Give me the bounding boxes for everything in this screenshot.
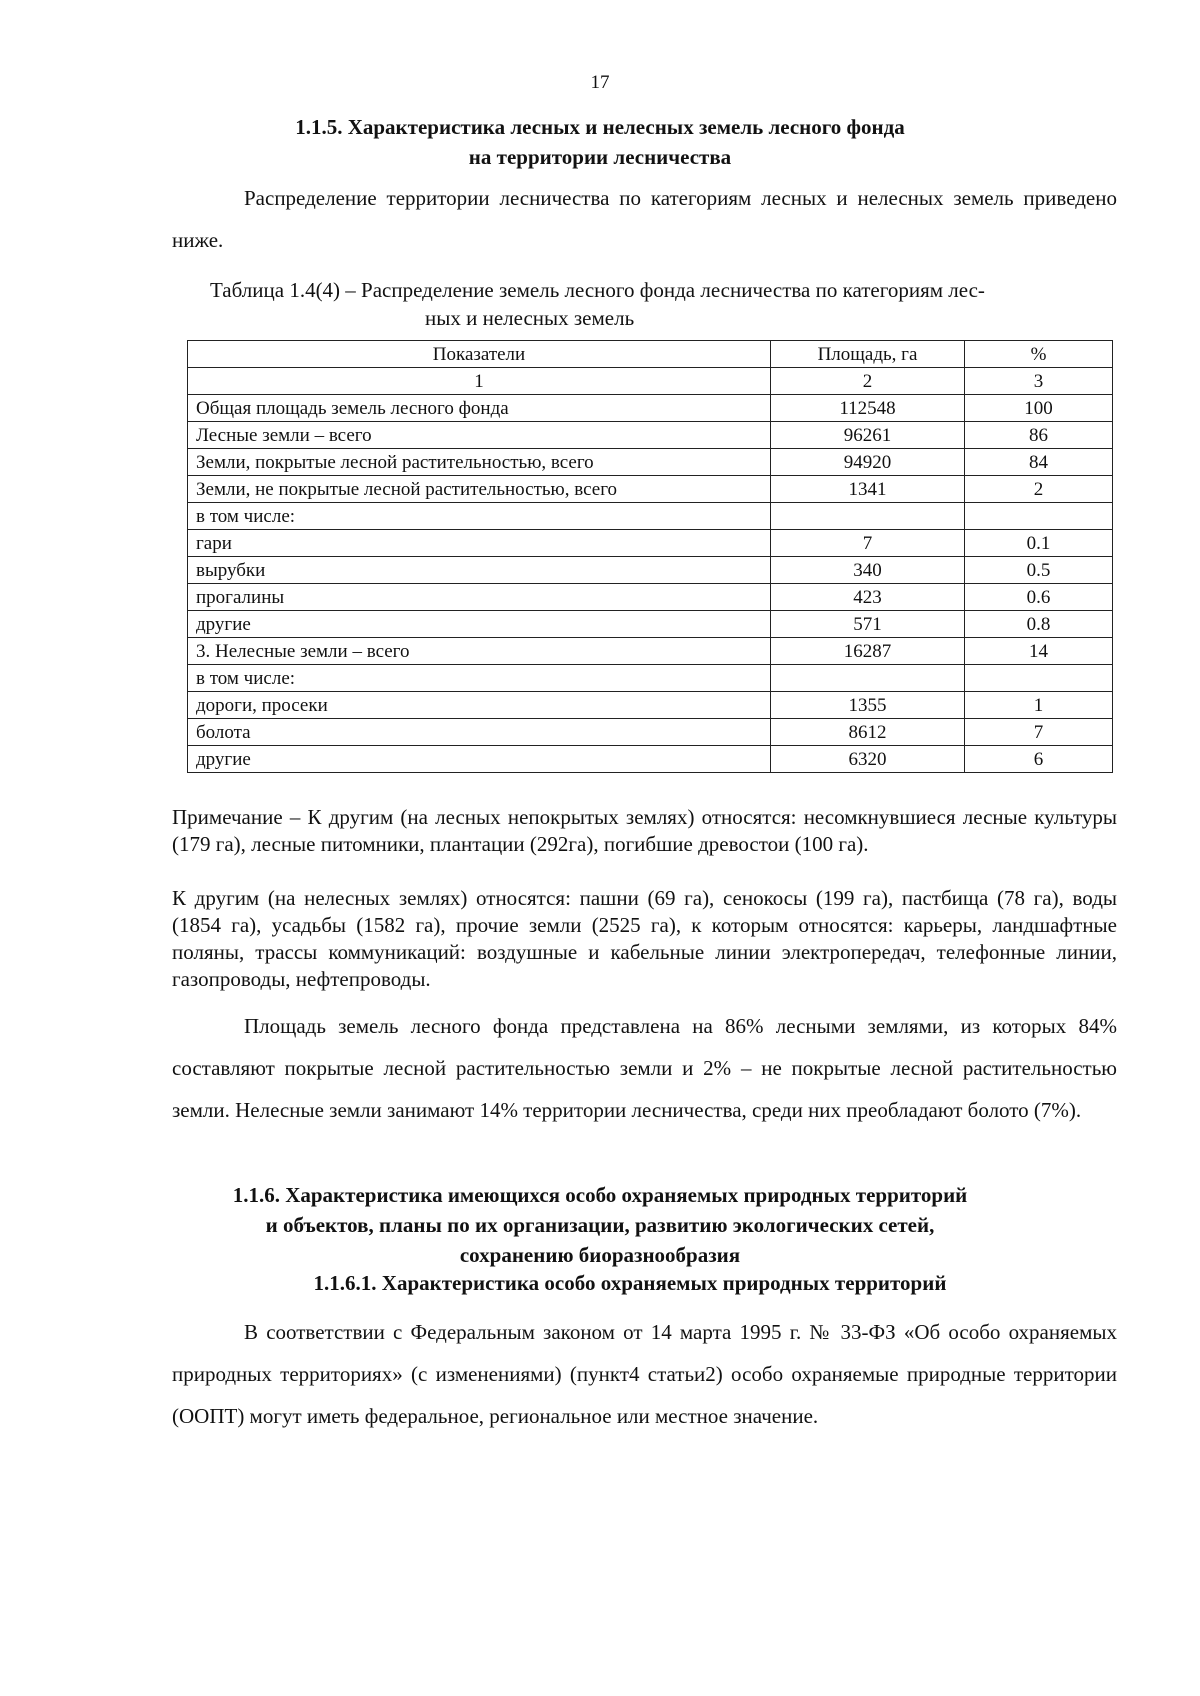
row-label: Общая площадь земель лесного фонда bbox=[188, 395, 771, 422]
table-caption bbox=[210, 276, 1117, 332]
column-header: Площадь, га bbox=[771, 341, 965, 368]
row-area bbox=[771, 665, 965, 692]
row-percent: 100 bbox=[965, 395, 1113, 422]
row-area: 16287 bbox=[771, 638, 965, 665]
row-label: в том числе: bbox=[188, 665, 771, 692]
table-row bbox=[188, 422, 1113, 449]
table-header-row bbox=[188, 341, 1113, 368]
heading-line: на территории лесничества bbox=[468, 145, 732, 169]
caption-line: Таблица 1.4(4) – Распределение земель лесного фонда лесничества по категориям лес- bbox=[210, 278, 985, 302]
row-label: другие bbox=[188, 746, 771, 773]
row-label: Земли, покрытые лесной растительностью, всего bbox=[188, 449, 771, 476]
row-area: 6320 bbox=[771, 746, 965, 773]
table-row bbox=[188, 692, 1113, 719]
table-row bbox=[188, 665, 1113, 692]
table-row bbox=[188, 395, 1113, 422]
section-heading-1-1-6 bbox=[0, 1180, 1200, 1270]
row-label: дороги, просеки bbox=[188, 692, 771, 719]
row-area: 96261 bbox=[771, 422, 965, 449]
row-area bbox=[771, 503, 965, 530]
row-area: 8612 bbox=[771, 719, 965, 746]
section-heading-1-1-5 bbox=[0, 112, 1200, 172]
column-header: Показатели bbox=[188, 341, 771, 368]
row-percent bbox=[965, 665, 1113, 692]
row-label: гари bbox=[188, 530, 771, 557]
column-number: 2 bbox=[771, 368, 965, 395]
row-label: 3. Нелесные земли – всего bbox=[188, 638, 771, 665]
row-label: вырубки bbox=[188, 557, 771, 584]
heading-line: 1.1.6. Характеристика имеющихся особо охраняемых природных территорий bbox=[232, 1183, 968, 1207]
row-area: 571 bbox=[771, 611, 965, 638]
page-number: 17 bbox=[590, 72, 610, 93]
row-label: болота bbox=[188, 719, 771, 746]
subsection-heading-1-1-6-1: 1.1.6.1. Характеристика особо охраняемых природных территорий bbox=[313, 1271, 947, 1295]
row-area: 94920 bbox=[771, 449, 965, 476]
row-percent: 86 bbox=[965, 422, 1113, 449]
row-label: Лесные земли – всего bbox=[188, 422, 771, 449]
table-row bbox=[188, 746, 1113, 773]
table-row bbox=[188, 719, 1113, 746]
table-row bbox=[188, 638, 1113, 665]
table-row bbox=[188, 449, 1113, 476]
heading-line: и объектов, планы по их организации, развитию экологических сетей, bbox=[265, 1213, 935, 1237]
row-percent: 0.8 bbox=[965, 611, 1113, 638]
row-percent: 14 bbox=[965, 638, 1113, 665]
heading-line: сохранению биоразнообразия bbox=[459, 1243, 741, 1267]
row-label: в том числе: bbox=[188, 503, 771, 530]
column-number: 1 bbox=[188, 368, 771, 395]
row-percent: 6 bbox=[965, 746, 1113, 773]
table-row bbox=[188, 557, 1113, 584]
table-note-forest: Примечание – К другим (на лесных непокрытых землях) относятся: несомкнувшиеся лесные культуры (179 га), лесные питомники, плантации (292га), погибшие древостои (100 га). bbox=[172, 805, 1117, 856]
row-label: Земли, не покрытые лесной растительностью, всего bbox=[188, 476, 771, 503]
intro-paragraph: Распределение территории лесничества по категориям лесных и нелесных земель приведено ниже. bbox=[172, 186, 1117, 252]
row-percent bbox=[965, 503, 1113, 530]
column-header: % bbox=[965, 341, 1113, 368]
row-area: 423 bbox=[771, 584, 965, 611]
row-area: 7 bbox=[771, 530, 965, 557]
heading-line: 1.1.5. Характеристика лесных и нелесных земель лесного фонда bbox=[295, 115, 905, 139]
row-label: другие bbox=[188, 611, 771, 638]
row-area: 340 bbox=[771, 557, 965, 584]
row-percent: 1 bbox=[965, 692, 1113, 719]
row-label: прогалины bbox=[188, 584, 771, 611]
column-number-row bbox=[188, 368, 1113, 395]
table-row bbox=[188, 611, 1113, 638]
row-percent: 2 bbox=[965, 476, 1113, 503]
caption-line: ных и нелесных земель bbox=[425, 306, 635, 330]
column-number: 3 bbox=[965, 368, 1113, 395]
table-row bbox=[188, 584, 1113, 611]
row-area: 112548 bbox=[771, 395, 965, 422]
row-area: 1341 bbox=[771, 476, 965, 503]
summary-paragraph: Площадь земель лесного фонда представлена на 86% лесными землями, из которых 84% составляют покрытые лесной растительностью земли и 2% – не покрытые лесной растительностью земли. Нелесные земли занимают 14% территории лесничества, среди них преобладают болото (7%). bbox=[172, 1014, 1117, 1122]
row-percent: 0.1 bbox=[965, 530, 1113, 557]
row-percent: 7 bbox=[965, 719, 1113, 746]
row-percent: 0.6 bbox=[965, 584, 1113, 611]
oopt-paragraph: В соответствии с Федеральным законом от 14 марта 1995 г. № 33-ФЗ «Об особо охраняемых природных территориях» (с изменениями) (пункт4 статьи2) особо охраняемые природные территории (ООПТ) могут иметь федеральное, региональное или местное значение. bbox=[172, 1320, 1117, 1428]
row-percent: 84 bbox=[965, 449, 1113, 476]
table-note-nonforest: К другим (на нелесных землях) относятся: пашни (69 га), сенокосы (199 га), пастбища (78 га), воды (1854 га), усадьбы (1582 га), прочие земли (2525 га), к которым относятся: карьеры, ландшафтные поляны, трассы коммуникаций: воздушные и кабельные линии электропередач, телефонные линии, газопроводы, нефтепроводы. bbox=[172, 886, 1117, 991]
land-distribution-table bbox=[187, 340, 1113, 773]
table-row bbox=[188, 530, 1113, 557]
row-percent: 0.5 bbox=[965, 557, 1113, 584]
table-row bbox=[188, 476, 1113, 503]
row-area: 1355 bbox=[771, 692, 965, 719]
table-row bbox=[188, 503, 1113, 530]
